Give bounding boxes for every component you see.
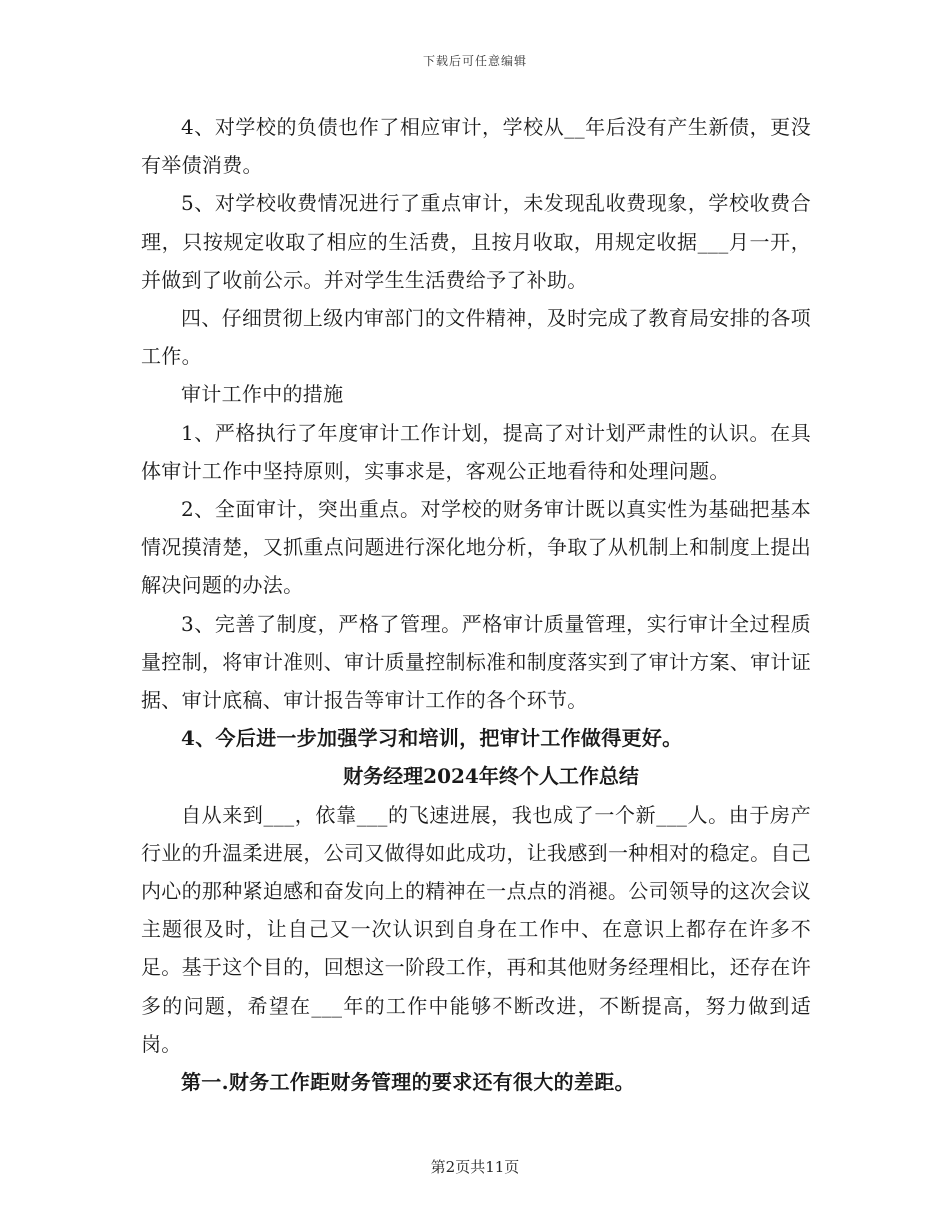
paragraph-first-point: 第一.财务工作距财务管理的要求还有很大的差距。	[181, 1070, 635, 1095]
paragraph-measure-1: 1、严格执行了年度审计工作计划，提高了对计划严肃性的认识。在具体审计工作中坚持原则，实事求是，客观公正地看待和处理问题。	[141, 420, 811, 483]
paragraph-measure-2: 2、全面审计，突出重点。对学校的财务审计既以真实性为基础把基本情况摸清楚，又抓重点问题进行深化地分析，争取了从机制上和制度上提出解决问题的办法。	[141, 497, 811, 598]
paragraph-superior-docs: 四、仔细贯彻上级内审部门的文件精神，及时完成了教育局安排的各项工作。	[141, 306, 811, 369]
paragraph-measure-4: 4、今后进一步加强学习和培训，把审计工作做得更好。	[181, 726, 683, 751]
page-header: 下载后可任意编辑	[422, 54, 527, 68]
document-body	[141, 108, 811, 1101]
subheading-measures: 审计工作中的措施	[181, 382, 344, 407]
page-footer: 第2页共11页	[430, 1158, 520, 1176]
paragraph-intro: 自从来到___，依靠___的飞速进展，我也成了一个新___人。由于房产行业的升温柔进展，公司又做得如此成功，让我感到一种相对的稳定。自己内心的那种紧迫感和奋发向上的精神在一点点的消褪。公司领导的这次会议主题很及时，让自己又一次认识到自身在工作中、在意识上都存在许多不足。基于这个目的，回想这一阶段工作，再和其他财务经理相比，还存在许多的问题，希望在___年的工作中能够不断改进，不断提高，努力做到适岗。	[141, 802, 811, 1056]
paragraph-measure-3: 3、完善了制度，严格了管理。严格审计质量管理，实行审计全过程质量控制，将审计准则、审计质量控制标准和制度落实到了审计方案、审计证据、审计底稿、审计报告等审计工作的各个环节。	[141, 611, 811, 713]
paragraph-fee-audit: 5、对学校收费情况进行了重点审计，未发现乱收费现象，学校收费合理，只按规定收取了相应的生活费，且按月收取，用规定收据___月一开，并做到了收前公示。并对学生生活费给予了补助。	[141, 191, 811, 292]
paragraph-debt-audit: 4、对学校的负债也作了相应审计，学校从__年后没有产生新债，更没有举债消费。	[141, 115, 811, 178]
section-title: 财务经理2024年终个人工作总结	[343, 764, 639, 789]
